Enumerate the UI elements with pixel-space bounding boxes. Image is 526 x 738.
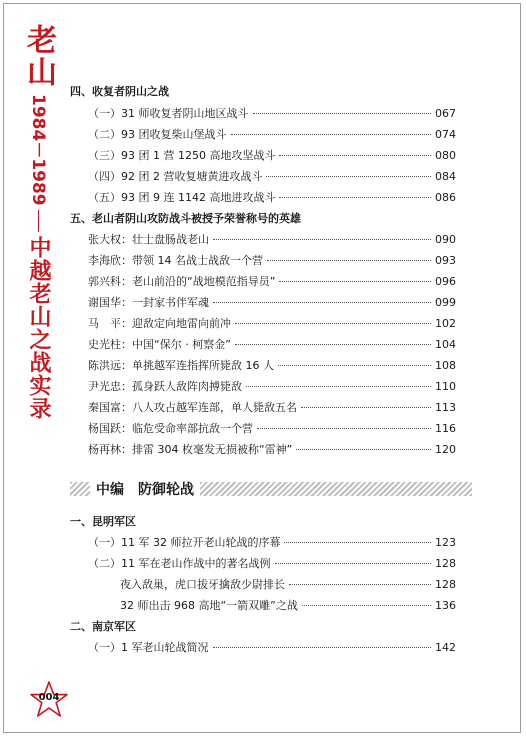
leader-dots: [253, 113, 432, 114]
leader-dots: [278, 365, 431, 366]
toc-entry[interactable]: [88, 358, 456, 374]
toc-entry[interactable]: [88, 379, 456, 395]
toc-entry-label: 尹光忠：孤身跃人敌阵肉搏毙敌: [88, 380, 242, 393]
toc-entry[interactable]: [88, 148, 456, 164]
side-title-main: 老山: [21, 24, 56, 88]
toc-entry[interactable]: [88, 442, 456, 458]
toc-entry[interactable]: [88, 169, 456, 185]
toc-entry[interactable]: [88, 421, 456, 437]
leader-dots: [246, 386, 431, 387]
toc-entry[interactable]: [88, 556, 456, 572]
toc-entry-label: （四）92 团 2 营收复塘黄进攻战斗: [88, 170, 263, 183]
toc-entry-label: 杨再林：排雷 304 枚毫发无损被称“雷神”: [88, 443, 293, 456]
toc-entry[interactable]: [88, 316, 456, 332]
page-number: 004: [38, 692, 60, 703]
leader-dots: [279, 155, 431, 156]
toc-entry-label: 谢国华：一封家书伴军魂: [88, 296, 209, 309]
toc-entry[interactable]: [88, 232, 456, 248]
leader-dots: [235, 323, 431, 324]
leader-dots: [275, 563, 432, 564]
leader-dots: [213, 239, 431, 240]
leader-dots: [266, 176, 431, 177]
section-heading: 四、收复者阴山之战: [70, 85, 169, 98]
toc-entry-label: （二）93 团收复柴山堡战斗: [88, 128, 227, 141]
side-title-subtitle: 中越老山之战实录: [26, 235, 51, 420]
toc-entry-label: （一）31 师收复者阴山地区战斗: [88, 107, 249, 120]
toc-entry-label: （一）11 军 32 师拉开老山轮战的序幕: [88, 536, 281, 549]
toc-entry-page: 142: [435, 641, 456, 654]
toc-entry-page: 093: [435, 254, 456, 267]
toc-entry-page: 067: [435, 107, 456, 120]
toc-entry-label: （二）11 军在老山作战中的著名战例: [88, 557, 271, 570]
toc-entry[interactable]: [88, 190, 456, 206]
toc-entry-page: 086: [435, 191, 456, 204]
section-heading: 一、昆明军区: [70, 515, 136, 528]
toc-entry-label: 秦国富：八人攻占越军连部，单人毙敌五名: [88, 401, 297, 414]
leader-dots: [267, 260, 431, 261]
toc-entry[interactable]: [120, 577, 456, 593]
toc-entry-page: 084: [435, 170, 456, 183]
toc-entry-page: 113: [435, 401, 456, 414]
toc-entry-label: 杨国跃：临危受命率部抗敌一个营: [88, 422, 253, 435]
leader-dots: [279, 281, 431, 282]
toc-entry-label: 马 平：迎敌定向地雷向前冲: [88, 317, 231, 330]
side-title: [20, 24, 56, 420]
toc-entry[interactable]: [120, 598, 456, 614]
toc-entry-label: （三）93 团 1 营 1250 高地攻坚战斗: [88, 149, 276, 162]
toc-entry-page: 116: [435, 422, 456, 435]
toc-entry-page: 099: [435, 296, 456, 309]
toc-entry-page: 120: [435, 443, 456, 456]
toc-entry-page: 102: [435, 317, 456, 330]
section-heading: 二、南京军区: [70, 620, 136, 633]
toc-entry-page: 074: [435, 128, 456, 141]
toc-entry-label: 张大权：壮士盘肠战老山: [88, 233, 209, 246]
toc-entry-label: 陈洪远：单挑越军连指挥所毙敌 16 人: [88, 359, 274, 372]
toc-entry-label: 史光柱：中国“保尔 · 柯察金”: [88, 338, 231, 351]
leader-dots: [296, 449, 431, 450]
leader-dots: [213, 302, 431, 303]
toc-entry-label: 李海欣：带领 14 名战士战敌一个营: [88, 254, 263, 267]
toc-entry-page: 128: [435, 578, 456, 591]
section-heading: 五、老山者阴山攻防战斗被授予荣誉称号的英雄: [70, 212, 301, 225]
toc-entry[interactable]: [88, 127, 456, 143]
side-title-years: 1984－1989: [28, 94, 48, 206]
toc-entry-page: 104: [435, 338, 456, 351]
toc-entry[interactable]: [88, 274, 456, 290]
leader-dots: [289, 584, 431, 585]
toc-entry-page: 110: [435, 380, 456, 393]
toc-entry[interactable]: [88, 253, 456, 269]
leader-dots: [257, 428, 431, 429]
toc-entry-page: 136: [435, 599, 456, 612]
toc-entry-page: 128: [435, 557, 456, 570]
hatch-decoration: [200, 482, 472, 496]
toc-entry-page: 123: [435, 536, 456, 549]
toc-entry-label: （一）1 军老山轮战简况: [88, 641, 209, 654]
toc-entry-page: 090: [435, 233, 456, 246]
toc-entry[interactable]: [88, 295, 456, 311]
leader-dots: [301, 407, 431, 408]
toc-entry-label: 郭兴科：老山前沿的“战地模范指导员”: [88, 275, 276, 288]
toc-entry[interactable]: [88, 337, 456, 353]
toc-entry-label: （五）93 团 9 连 1142 高地进攻战斗: [88, 191, 276, 204]
section-banner: [70, 480, 472, 498]
side-title-divider: [38, 210, 39, 232]
leader-dots: [284, 542, 431, 543]
leader-dots: [235, 344, 431, 345]
toc-entry-page: 096: [435, 275, 456, 288]
toc-entry-page: 108: [435, 359, 456, 372]
leader-dots: [213, 647, 432, 648]
leader-dots: [231, 134, 432, 135]
toc-entry[interactable]: [88, 535, 456, 551]
leader-dots: [279, 197, 431, 198]
toc-entry[interactable]: [88, 640, 456, 656]
toc-entry-page: 080: [435, 149, 456, 162]
section-banner-title: 中编 防御轮战: [96, 482, 194, 498]
leader-dots: [302, 605, 431, 606]
toc-entry-label: 32 师出击 968 高地“一箭双雕”之战: [120, 599, 298, 612]
toc-entry-label: 夜入敌巢，虎口拔牙擒敌少尉排长: [120, 578, 285, 591]
toc-entry[interactable]: [88, 106, 456, 122]
hatch-decoration: [70, 482, 90, 496]
toc-entry[interactable]: [88, 400, 456, 416]
